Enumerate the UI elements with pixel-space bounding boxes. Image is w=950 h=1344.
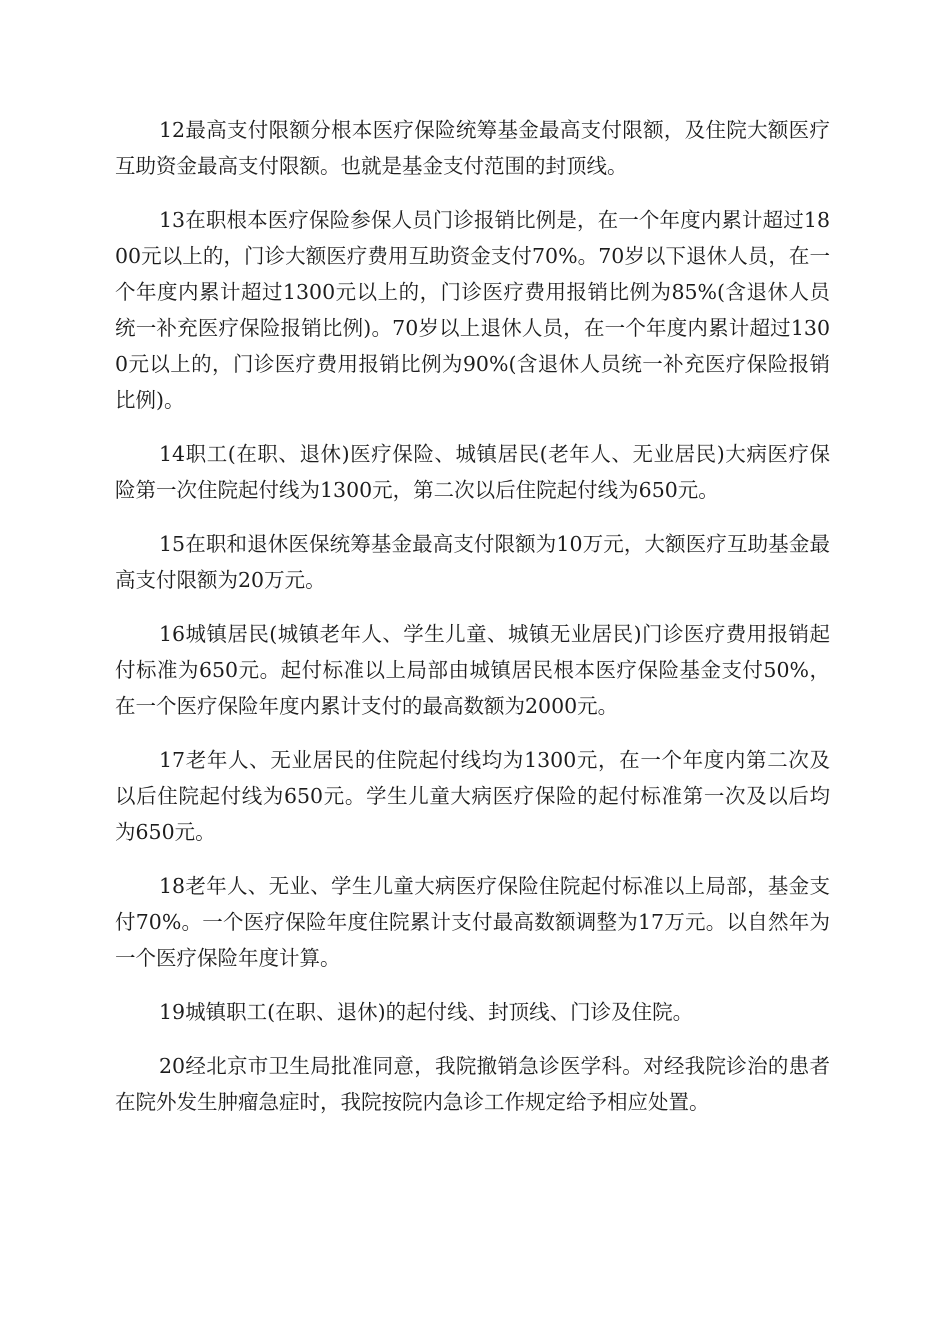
paragraph-20: 20经北京市卫生局批准同意，我院撤销急诊医学科。对经我院诊治的患者在院外发生肿瘤急症时，我院按院内急诊工作规定给予相应处置。: [115, 1054, 830, 1114]
paragraph-17: 17老年人、无业居民的住院起付线均为1300元，在一个年度内第二次及以后住院起付线为650元。学生儿童大病医疗保险的起付标准第一次及以后均为650元。: [115, 748, 830, 844]
paragraph-15: 15在职和退休医保统筹基金最高支付限额为10万元，大额医疗互助基金最高支付限额为20万元。: [115, 532, 830, 592]
paragraph-19: 19城镇职工(在职、退休)的起付线、封顶线、门诊及住院。: [159, 1000, 694, 1024]
paragraph-12: 12最高支付限额分根本医疗保险统筹基金最高支付限额，及住院大额医疗互助资金最高支付限额。也就是基金支付范围的封顶线。: [115, 118, 830, 178]
paragraph-18: 18老年人、无业、学生儿童大病医疗保险住院起付标准以上局部，基金支付70%。一个医疗保险年度住院累计支付最高数额调整为17万元。以自然年为一个医疗保险年度计算。: [115, 874, 830, 970]
paragraph-14: 14职工(在职、退休)医疗保险、城镇居民(老年人、无业居民)大病医疗保险第一次住院起付线为1300元，第二次以后住院起付线为650元。: [115, 442, 830, 502]
paragraph-13: 13在职根本医疗保险参保人员门诊报销比例是，在一个年度内累计超过1800元以上的，门诊大额医疗费用互助资金支付70%。70岁以下退休人员，在一个年度内累计超过1300元以上的，门诊医疗费用报销比例为85%(含退休人员统一补充医疗保险报销比例)。70岁以上退休人员，在一个年度内累计超过1300元以上的，门诊医疗费用报销比例为90%(含退休人员统一补充医疗保险报销比例)。: [115, 208, 830, 412]
paragraph-16: 16城镇居民(城镇老年人、学生儿童、城镇无业居民)门诊医疗费用报销起付标准为650元。起付标准以上局部由城镇居民根本医疗保险基金支付50%，在一个医疗保险年度内累计支付的最高数额为2000元。: [115, 622, 830, 718]
document-body: [115, 112, 830, 1138]
